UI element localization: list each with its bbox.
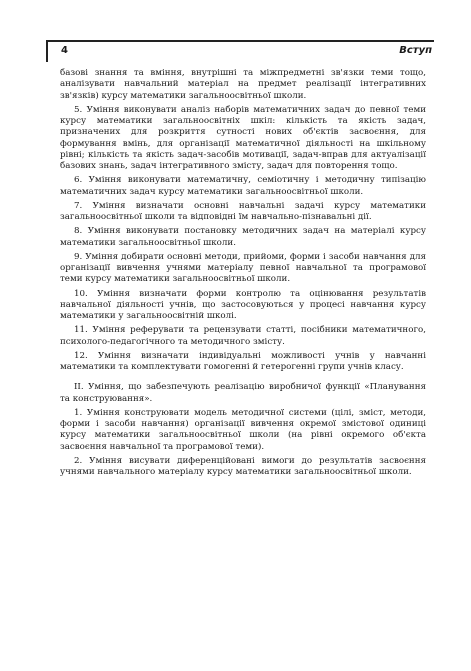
paragraph-item-7: 7. Уміння визначати основні навчальні задачі курсу математики загальноосвітньої школи та відповідні їм навчально-пізнавальні дії. — [60, 200, 426, 222]
paragraph-item-10: 10. Уміння визначати форми контролю та оцінювання результатів навчальної діяльності учнів, що застосовуються у процесі навчання курсу математики у загальноосвітній школі. — [60, 288, 426, 321]
running-title: Вступ — [399, 45, 432, 56]
paragraph-item-9: 9. Уміння добирати основні методи, прийоми, форми і засоби навчання для організації вивчення учнями матеріалу певної навчальної та програмової теми курсу математики загальноосвітньої школи. — [60, 251, 426, 285]
paragraph-item-8: 8. Уміння виконувати постановку методичних задач на матеріалі курсу математики загальноосвітньої школи. — [60, 226, 426, 248]
page-header — [46, 40, 434, 62]
section-heading-function-2: II. Уміння, що забезпечують реалізацію виробничої функції «Планування та конструювання». — [60, 382, 426, 404]
paragraph-item-1: 1. Уміння конструювати модель методичної системи (цілі, зміст, методи, форми і засоби навчання) організації вивчення окремої змістової одиниці курсу математики загальноосвітньої школи (на рівні окремого об'єкта засвоєння навчальної та програмової теми). — [60, 407, 426, 452]
paragraph-continuation: базові знання та вміння, внутрішні та міжпредметні зв'язки теми тощо, аналізувати навчальний матеріал на предмет реалізації інтегративних зв'язків) курсу математики загальноосвітньої школи. — [60, 68, 426, 101]
paragraph-item-11: 11. Уміння реферувати та рецензувати статті, посібники математичного, психолого-педагогічного та методичного змісту. — [60, 325, 426, 347]
paragraph-item-6: 6. Уміння виконувати математичну, семіотичну і методичну типізацію математичних задач курсу математики загальноосвітньої школи. — [60, 175, 426, 197]
page-number: 4 — [61, 45, 68, 56]
paragraph-item-2: 2. Уміння висувати диференційовані вимоги до результатів засвоєння учнями навчального матеріалу курсу математики загальноосвітньої школи. — [60, 455, 426, 477]
paragraph-item-5: 5. Уміння виконувати аналіз наборів математичних задач до певної теми курсу математики загальноосвітніх шкіл: кількість та якість задач, призначених для розкриття сутності нових об'єктів засвоєння, для формування вмінь, для організації математичної діяльності на шкільному рівні; кількість та якість задач-засобів мотивації, задач-вправ для актуалізації базових знань, задач інтегративного змісту, задач для повторення тощо. — [60, 104, 426, 171]
paragraph-item-12: 12. Уміння визначати індивідуальні можливості учнів у навчанні математики та комплектувати гомогенні й гетерогенні групи учнів класу. — [60, 350, 426, 372]
body-text — [60, 68, 426, 481]
